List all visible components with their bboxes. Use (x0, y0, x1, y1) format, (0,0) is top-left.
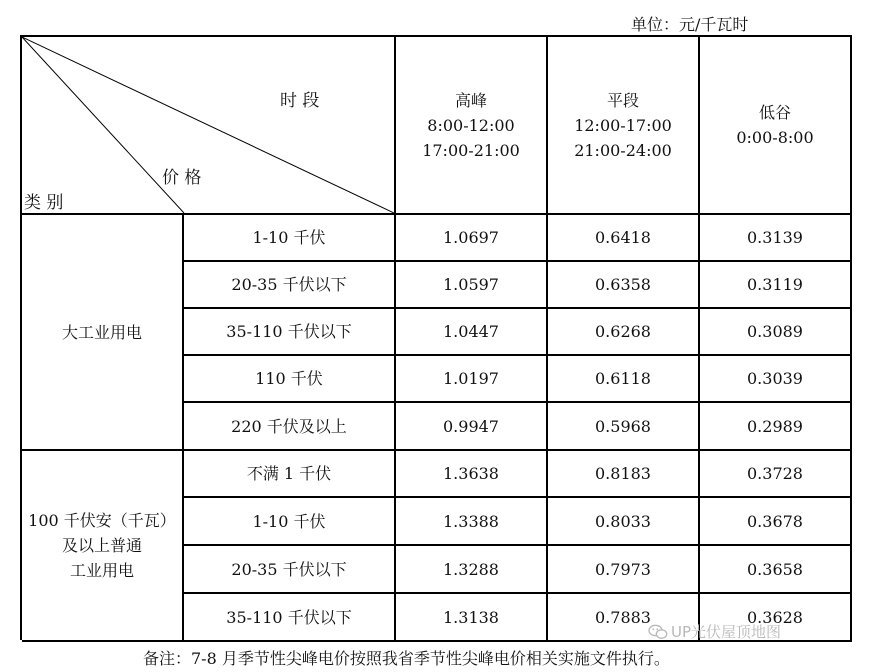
flat-price-cell: 0.7883 (548, 594, 700, 642)
voltage-cell: 不满 1 千伏 (184, 451, 396, 498)
diagonal-lines (22, 37, 394, 213)
category-line: 工业用电 (69, 561, 134, 580)
voltage-cell: 35-110 千伏以下 (184, 594, 396, 642)
voltage-cell: 110 千伏 (184, 356, 396, 403)
valley-price-cell: 0.3728 (700, 451, 852, 498)
valley-price-cell: 0.3139 (700, 215, 852, 262)
unit-label: 单位：元/千瓦时 (631, 15, 749, 34)
peak-price-cell: 1.0597 (396, 262, 548, 309)
period-header-peak (396, 37, 548, 215)
period-header-flat (548, 37, 700, 215)
period-time: 17:00-21:00 (422, 140, 520, 160)
period-time: 0:00-8:00 (736, 128, 814, 147)
category-line: 大工业用电 (61, 322, 142, 342)
valley-price-cell: 0.3089 (700, 309, 852, 356)
period-time: 12:00-17:00 (574, 115, 672, 135)
period-time: 8:00-12:00 (427, 115, 515, 135)
valley-price-cell: 0.3119 (700, 262, 852, 309)
category-line: 100 千伏安（千瓦） (28, 511, 176, 530)
category-cell-large-industry (22, 215, 184, 451)
watermark-text: UP光伏屋顶地图 (671, 623, 782, 641)
flat-price-cell: 0.6268 (548, 309, 700, 356)
peak-price-cell: 1.3288 (396, 546, 548, 594)
peak-price-cell: 1.0697 (396, 215, 548, 262)
peak-price-cell: 1.3388 (396, 498, 548, 546)
peak-price-cell: 1.3638 (396, 451, 548, 498)
category-line: 及以上普通 (61, 536, 142, 555)
header-corner-cell (22, 37, 396, 215)
price-table (20, 35, 852, 640)
category-cell-general-industry (22, 451, 184, 642)
price-label: 价 格 (162, 168, 202, 188)
flat-price-cell: 0.6118 (548, 356, 700, 403)
period-name: 平段 (606, 90, 639, 110)
voltage-cell: 35-110 千伏以下 (184, 309, 396, 356)
voltage-cell: 1-10 千伏 (184, 498, 396, 546)
wechat-icon (648, 624, 668, 640)
footnote: 备注：7-8 月季节性尖峰电价按照我省季节性尖峰电价相关实施文件执行。 (143, 649, 670, 668)
flat-price-cell: 0.6358 (548, 262, 700, 309)
peak-price-cell: 1.0197 (396, 356, 548, 403)
flat-price-cell: 0.6418 (548, 215, 700, 262)
valley-price-cell: 0.3678 (700, 498, 852, 546)
watermark (648, 621, 781, 642)
peak-price-cell: 0.9947 (396, 403, 548, 451)
flat-price-cell: 0.8183 (548, 451, 700, 498)
voltage-cell: 1-10 千伏 (184, 215, 396, 262)
period-name: 低谷 (758, 103, 791, 122)
voltage-cell: 20-35 千伏以下 (184, 262, 396, 309)
peak-price-cell: 1.0447 (396, 309, 548, 356)
valley-price-cell: 0.3039 (700, 356, 852, 403)
flat-price-cell: 0.5968 (548, 403, 700, 451)
valley-price-cell: 0.3628 (700, 594, 852, 642)
period-header-valley (700, 37, 852, 215)
diagonal-line-2 (22, 37, 184, 213)
flat-price-cell: 0.7973 (548, 546, 700, 594)
valley-price-cell: 0.2989 (700, 403, 852, 451)
flat-price-cell: 0.8033 (548, 498, 700, 546)
time-label: 时 段 (280, 91, 320, 111)
period-time: 21:00-24:00 (574, 140, 672, 160)
category-label: 类 别 (24, 193, 64, 213)
diagonal-line-1 (22, 37, 394, 213)
period-name: 高峰 (454, 90, 487, 110)
voltage-cell: 220 千伏及以上 (184, 403, 396, 451)
valley-price-cell: 0.3658 (700, 546, 852, 594)
peak-price-cell: 1.3138 (396, 594, 548, 642)
voltage-cell: 20-35 千伏以下 (184, 546, 396, 594)
